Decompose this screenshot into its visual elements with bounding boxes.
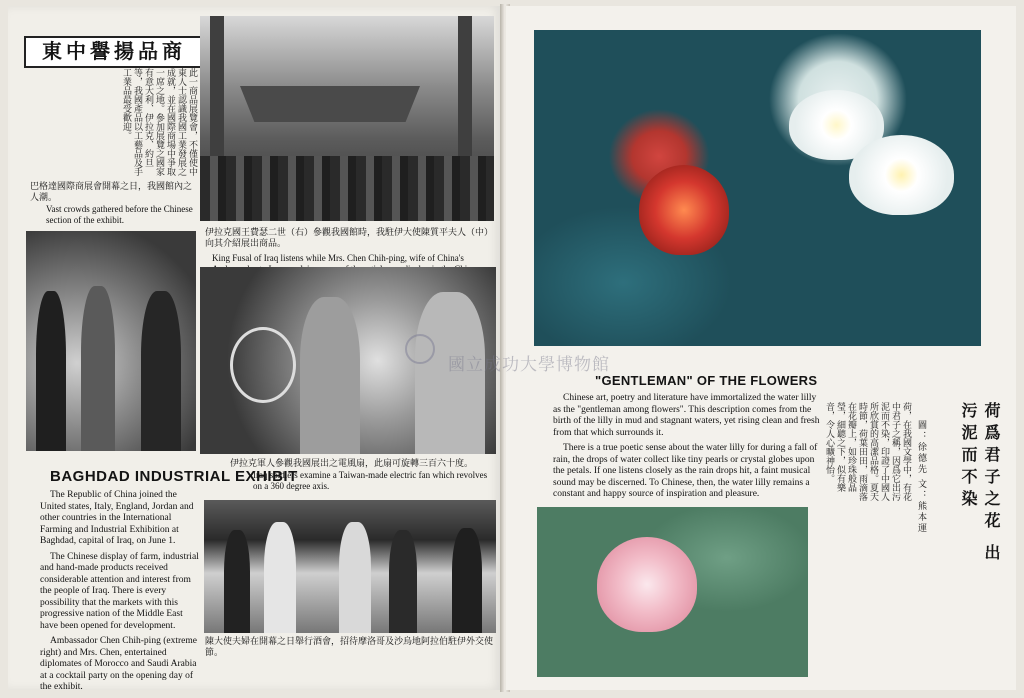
photo-credits: 圖：徐德先 文：熊本運 [917, 420, 927, 535]
photo4-zh-caption: 陳大使夫婦在開幕之日舉行酒會，招待摩洛哥及沙烏地阿拉伯駐伊外交使節。 [205, 636, 494, 657]
photo2-caption: King Fusal of Iraq listens while Mrs. Chen Chih-ping, wife of China's [212, 253, 464, 263]
zh-lily-title: 荷爲君子之花 出污泥而不染 [959, 402, 999, 566]
article-paragraph: The Chinese display of farm, industrial and hand-made products received considerable attention and interest from the people of Iraq. There is every possibility that the markets with this progressive nation of the Middle East have been opened for development. [40, 551, 199, 631]
photo3-caption: Iraq soldiers examine a Taiwan-made electric fan which revolves on a 360 degree axis. [253, 470, 488, 491]
gentleman-article [553, 393, 825, 505]
photo-water-lilies-color [534, 30, 981, 346]
red-lily-blossom [639, 165, 729, 255]
photo1-caption: Vast crowds gathered before the Chinese section of the exhibit. [46, 204, 193, 225]
photo1-zh-caption: 巴格達國際商展會開幕之日，我國館內之人潮。 [30, 181, 193, 202]
zh-section-title: 東中譽揚品商 [24, 36, 204, 68]
baghdad-article [40, 490, 200, 698]
pink-lily-blossom [597, 537, 697, 632]
headline-baghdad-exhibit: BAGHDAD INDUSTRIAL EXHIBIT [50, 468, 298, 485]
article-paragraph: There is a true poetic sense about the water lilly for during a fall of rain, the drops of water collect like tiny pearls or crystal globes upon the petals. If one listens closely as the rain drops hit, a faint musical sound may be discerned. To Chinese, then, the water lilly remains a constant and happy source of inspiration and pleasure. [553, 443, 818, 499]
article-paragraph: Ambassador Chen Chih-ping (extreme right) and Mrs. Chen, entertained diplomates of Morocco and Saudi Arabia at a cocktail party on the opening day of the exhibit. [40, 636, 197, 692]
gentleman-heading: "GENTLEMAN" OF THE FLOWERS [595, 373, 818, 388]
museum-watermark: 國立成功大學博物館 [448, 355, 610, 374]
white-lily-blossom [849, 135, 954, 215]
article-paragraph: The Republic of China joined the United states, Italy, England, Jordan and other countries in the International Farming and Industrial Exhibition at Baghdad, capital of Iraq, on June 1. [40, 490, 194, 546]
photo-king-visit [26, 231, 196, 451]
photo-exhibit-entrance [200, 16, 494, 221]
zh-lily-body: 荷，在我國文學中，有花中君子之稱，因爲它出污泥而不染，印證了中國人所欣賞的高潔品格。夏天時節，荷葉田田，雨滴落在花瓣上，如珍珠般晶瑩，細聽之下，似有樂音，令人心曠神怡。 [825, 402, 912, 501]
photo2-zh-caption: 伊拉克國王費瑟二世（右）參觀我國館時，我駐伊大使陳質平夫人（中）向其介紹展出商品。 [205, 227, 494, 248]
photo3-zh-caption: 伊拉克軍人參觀我國展出之電風扇，此扇可旋轉三百六十度。 [230, 458, 474, 468]
museum-logo-watermark [405, 334, 435, 364]
article-paragraph: Chinese art, poetry and literature have immortalized the water lilly as the "gentleman among flowers". This description comes from the birth of the lilly in mud and stagnant waters, yet rising clean and fresh from that which surrounds it. [553, 393, 820, 438]
photo-pink-lily [537, 507, 808, 677]
zh-intro-text: 此一商品展覽會，不僅使中東人士認識我國工業發展之成就，並在國際商場中爭取一席之地。參加展覽之國家有意大利、伊拉克、約旦等，我國產品以工藝品及手工業品最受歡迎。 [122, 68, 198, 176]
photo-cocktail-party [204, 500, 496, 633]
